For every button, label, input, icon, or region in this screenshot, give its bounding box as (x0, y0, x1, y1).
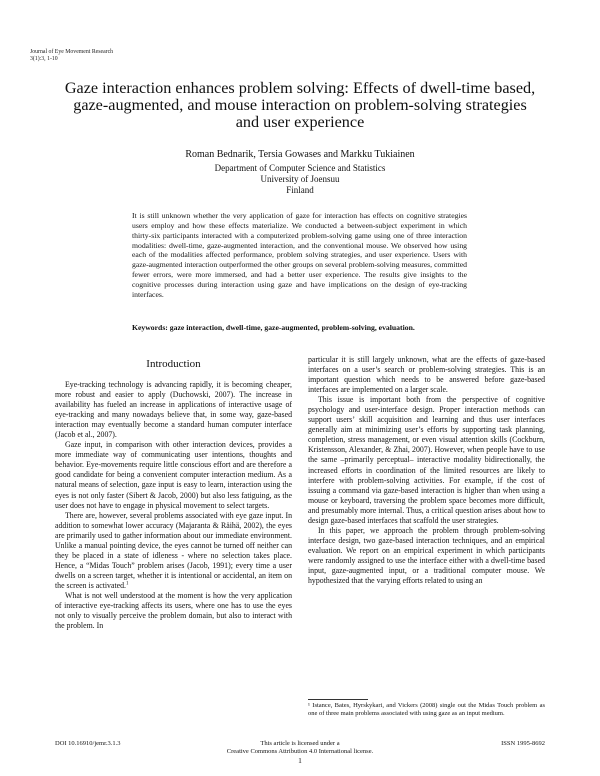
doi[interactable]: DOI 10.16910/jemr.3.1.3 (55, 740, 121, 747)
footnote-marker[interactable]: 1 (126, 581, 129, 587)
journal-header (30, 49, 113, 63)
right-column (308, 355, 545, 586)
paragraph (55, 511, 292, 591)
paragraph: This issue is important both from the perspective of cognitive psychology and user-interface design. Proper interaction methods can support users’ skill acquisition and learning and thus user interfaces generally aim at minimizing user’s efforts by supporting task planning, completion, stress management, or even visual attention skills (Cockburn, Kristensson, Alexander, & Zhai, 2007). However, when people have to use the same –primarily perceptual– interactive modality bidirectionally, the increased efforts in coordination of the limited resources are likely to interfere with problem-solving activities. For example, if the cost of issuing a command via gaze-based interaction is higher than when using a mouse or keyboard, traversing the problem space becomes more difficult, and presumably more internal. Thus, a critical question arises about how to design gaze-based interfaces that scaffold the user strategies. (308, 395, 545, 525)
license-line-2[interactable]: Creative Commons Attribution 4.0 International license. (226, 748, 374, 755)
license-line-1: This article is licensed under a (260, 740, 340, 747)
paper-authors: Roman Bednarik, Tersia Gowases and Markku Tukiainen (185, 149, 415, 160)
affiliation-country: Finland (286, 184, 314, 195)
paragraph: Gaze input, in comparison with other interaction devices, provides a more immediate way of communicating user intentions, thoughts and behavior. Eye-movements require little conscious effort and are therefore a good candidate for being a convenient computer interaction medium. As a natural means of selection, gaze input is easy to learn, interaction using the eyes is not only faster (Sibert & Jacob, 2000) but also less fatiguing, as the user does not have to engage in physical movement to select targets. (55, 440, 292, 510)
paragraph: particular it is still largely unknown, what are the effects of gaze-based interfaces on a user’s search or problem-solving strategies. This is an important question which needs to be answered before gaze-based interfaces are implemented on a larger scale. (308, 355, 545, 395)
issn: ISSN 1995-8692 (501, 740, 545, 747)
page-number: 1 (298, 756, 302, 765)
abstract: It is still unknown whether the very application of gaze for interaction has effects on cognitive strategies users employ and how these effects materialize. We conducted a between-subject experiment in which thirty-six participants interacted with a computerized problem-solving game using one of three interaction modalities: dwell-time, gaze-augmented interaction, and the conventional mouse. We observed how using each of the modalities affected performance, problem solving strategies, and user experience. Users with gaze-augmented interaction outperformed the other groups on several problem-solving measures, committed fewer errors, were more immersed, and had a better user experience. The results give insights to the cognitive processes during interaction using gaze and have implications on the design of eye-tracking interfaces. (132, 211, 467, 299)
keywords: Keywords: gaze interaction, dwell-time, gaze-augmented, problem-solving, evaluation. (132, 323, 415, 332)
paragraph: Eye-tracking technology is advancing rapidly, it is becoming cheaper, more robust and easier to apply (Duchowski, 2007). The increase in availability has fueled an increase in applications of interactive usage of eye-tracking and many nowadays believe that, in some way, gaze-based interaction may eventually become a standard human computer interface (Jacob et al., 2007). (55, 380, 292, 440)
affiliation (100, 163, 500, 195)
footnote: ¹ Istance, Bates, Hyrskykari, and Vickers (2008) single out the Midas Touch problem as one of three main problems associated with using gaze as an input medium. (308, 702, 545, 718)
affiliation-university: University of Joensuu (260, 173, 340, 184)
left-column (55, 380, 292, 631)
section-title: Introduction (146, 358, 201, 370)
paper-title: Gaze interaction enhances problem solving: Effects of dwell-time based, gaze-augmented, and mouse interaction on problem-solving strategies and user experience (64, 79, 536, 131)
license-notice (190, 740, 410, 756)
journal-volume: 3(1):3, 1-10 (30, 56, 58, 62)
paragraph-text: There are, however, several problems associated with eye gaze input. In addition to somewhat lower accuracy (Majaranta & Räihä, 2002), the eyes are primarily used to gather information about our immediate environment. Unlike a manual pointing device, the eyes cannot be turned off neither can they be placed in a state of idleness - where no selection takes place. Hence, a “Midas Touch” problem arises (Jacob, 1991); every time a user dwells on a screen target, whether it is intentional or accidental, an item on the screen is activated. (55, 510, 292, 590)
footnote-rule (308, 699, 368, 700)
journal-name: Journal of Eye Movement Research (30, 49, 114, 55)
paragraph: What is not well understood at the moment is how the very application of interactive eye-tracking affects its users, where one has to use the eyes not only to visually perceive the problem domain, but also to interact with the problem. In (55, 590, 292, 631)
affiliation-department: Department of Computer Science and Statistics (214, 163, 386, 173)
paragraph: In this paper, we approach the problem through problem-solving interface design, two gaze-based interaction techniques, and an empirical evaluation. We report on an empirical experiment in which participants were randomly assigned to use the interface either with a dwell-time based input, gaze-augmented input, or a traditional computer mouse. We hypothesized that the varying efforts related to using an (308, 525, 545, 586)
